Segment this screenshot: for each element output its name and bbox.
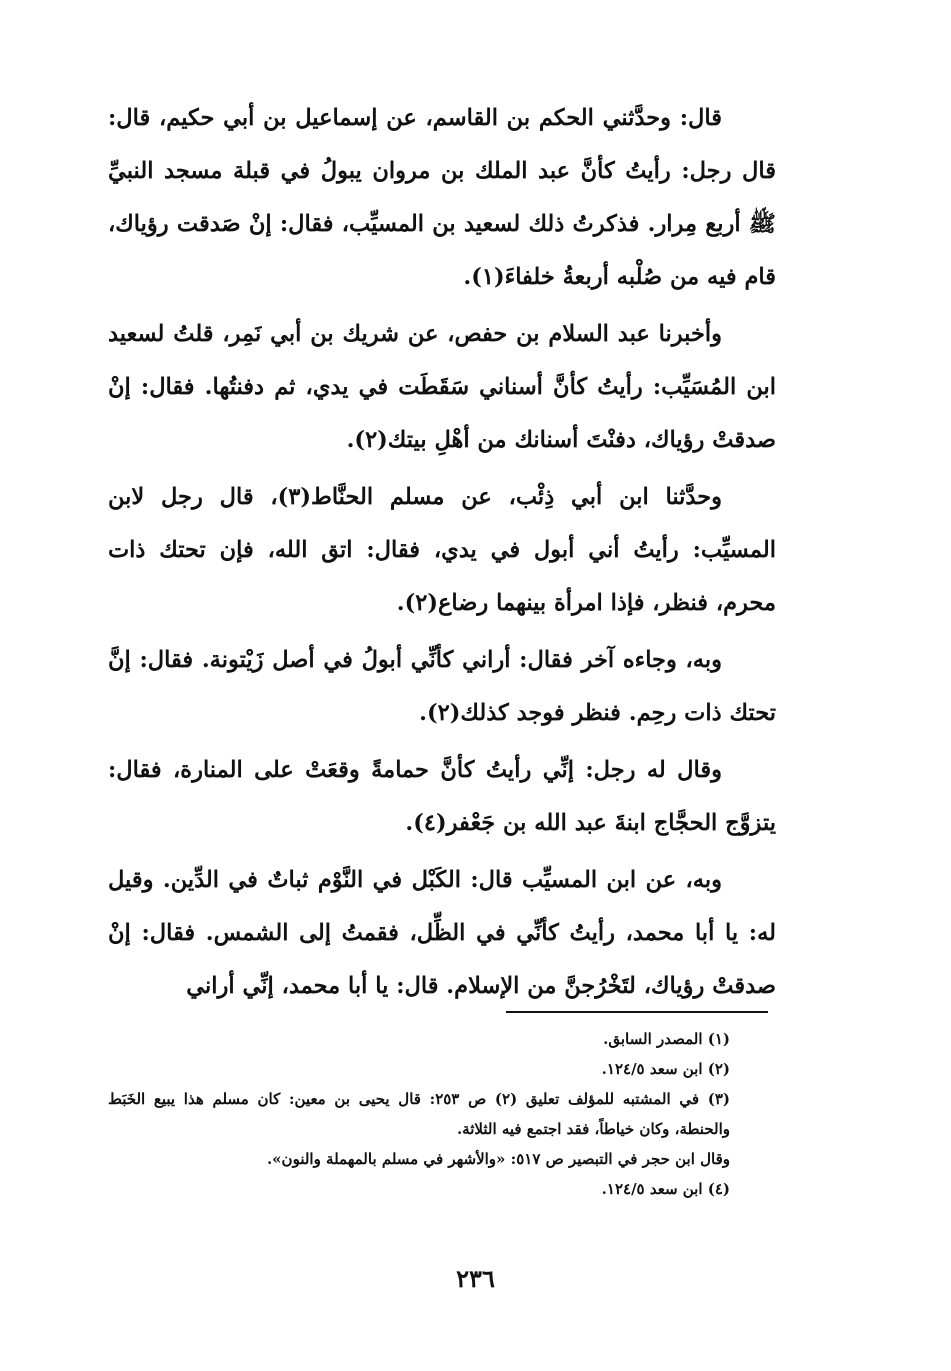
paragraph-1: قال: وحدَّثني الحكم بن القاسم، عن إسماعيل بن أبي حكيم، قال: قال رجل: رأيتُ كأنَّ عبد الملك بن مروان يبولُ في قبلة مسجد النبيِّ ﷺ أربع مِرار. فذكرتُ ذلك لسعيد بن المسيِّب، فقال: إنْ صَدقت رؤياك، قام فيه من صُلْبه أربعةُ خلفاءَ(١).	[108, 105, 776, 290]
page-number: ٢٣٦	[456, 1264, 495, 1293]
paragraph-5: وقال له رجل: إنِّي رأيتُ كأنَّ حمامةً وقعَتْ على المنارة، فقال: يتزوَّج الحجَّاج ابنةَ عبد الله بن جَعْفر(٤).	[108, 757, 776, 836]
paragraph-4: وبه، وجاءه آخر فقال: أراني كأنِّي أبولُ في أصل زَيْتونة. فقال: إنَّ تحتك ذات رحِم. فنظر فوجد كذلك(٢).	[108, 647, 776, 726]
footnote-3-continuation: وقال ابن حجر في التبصير ص ٥١٧: «والأشهر في مسلم بالمهملة والنون».	[266, 1150, 730, 1168]
footnote-1: (١) المصدر السابق.	[603, 1030, 730, 1048]
paragraph-3: وحدَّثنا ابن أبي ذِئْب، عن مسلم الحنَّاط(٣)، قال رجل لابن المسيِّب: رأيتُ أني أبول في يدي، فقال: اتق الله، فإن تحتك ذات محرم، فنظر، فإذا امرأة بينهما رضاع(٢).	[108, 484, 776, 616]
paragraph-6: وبه، عن ابن المسيِّب قال: الكَبْل في النَّوْم ثباتٌ في الدِّين. وقيل له: يا أبا محمد، رأيتُ كأنِّي في الظِّل، فقمتُ إلى الشمس. فقال: إنْ صدقتْ رؤياك، لتَخْرُجنَّ من الإسلام. قال: يا أبا محمد، إنِّي أراني	[108, 867, 776, 999]
footnote-3: (٣) في المشتبه للمؤلف تعليق (٢) ص ٢٥٣: قال يحيى بن معين: كان مسلم هذا يبيع الخَبَط والحنطة، وكان خياطاً، فقد اجتمع فيه الثلاثة.	[108, 1090, 730, 1138]
footnotes	[108, 1024, 776, 1204]
main-text	[108, 92, 776, 1017]
footnote-4: (٤) ابن سعد ١٢٤/٥.	[601, 1180, 730, 1198]
paragraph-2: وأخبرنا عبد السلام بن حفص، عن شريك بن أبي نَمِر، قلتُ لسعيد ابن المُسَيِّب: رأيتُ كأنَّ أسناني سَقَطَت في يدي، ثم دفنتُها. فقال: إنْ صدقتْ رؤياك، دفنْتَ أسنانك من أهْلِ بيتك(٢).	[108, 321, 776, 453]
footnote-separator	[506, 1011, 768, 1013]
footnote-2: (٢) ابن سعد ١٢٤/٥.	[601, 1060, 730, 1078]
